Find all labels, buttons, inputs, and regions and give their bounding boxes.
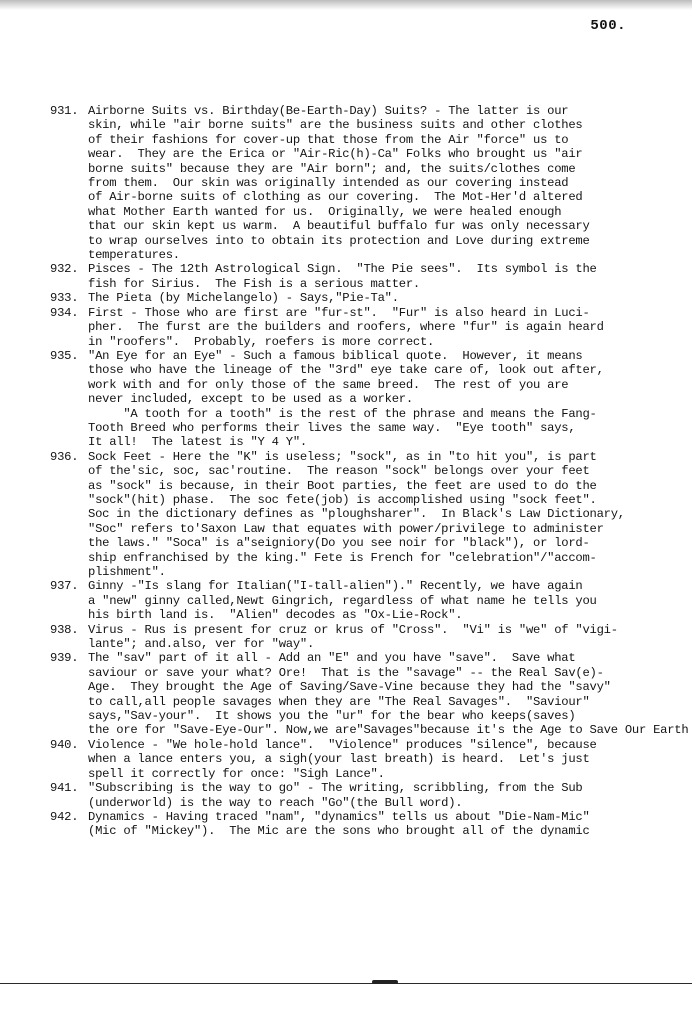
entry-number: 940. [50, 737, 79, 752]
entry-933 [50, 291, 690, 305]
entry-942 [50, 810, 690, 839]
entry-932 [50, 262, 690, 291]
entry-938 [50, 623, 690, 652]
glossary-entries [50, 104, 690, 839]
entry-text: The Pieta (by Michelangelo) - Says,"Pie-Ta". [88, 291, 399, 306]
entry-text: Ginny -"Is slang for Italian("I-tall-alien")." Recently, we have again a "new" ginny called,Newt Gingrich, regardless of what name he tells you his birth land is. "Alien" decodes as "Ox-Lie-Rock". [88, 579, 597, 623]
entry-931 [50, 104, 690, 262]
bottom-rule [0, 983, 692, 984]
entry-text: Virus - Rus is present for cruz or krus of "Cross". "Vi" is "we" of "vigi- lante"; and.also, ver for "way". [88, 622, 618, 652]
entry-text: First - Those who are first are "fur-st". "Fur" is also heard in Luci- pher. The furst are the builders and roofers, where "fur" is again heard in "roofers". Probably, roefers is more correct. [88, 305, 604, 349]
entry-text: Airborne Suits vs. Birthday(Be-Earth-Day) Suits? - The latter is our skin, while "air borne suits" are the business suits and other clothes of their fashions for cover-up that those from the Air "force" us to wear. They are the Erica or "Air-Ric(h)-Ca" Folks who brought us "air borne suits" because they are "Air born"; and, the suits/clothes come from them. Our skin was originally intended as our covering instead of Air-borne suits of clothing as our covering. The Mot-Her'd altered what Mother Earth wanted for us. Originally, we were healed enough that our skin kept us warm. A beautiful buffalo fur was only necessary to wrap ourselves into to obtain its protection and Love during extreme temperatures. [88, 104, 590, 263]
entry-937 [50, 579, 690, 622]
entry-number: 938. [50, 622, 79, 637]
entry-934 [50, 306, 690, 349]
entry-number: 942. [50, 809, 79, 824]
page-number: 500. [590, 18, 626, 34]
entry-941 [50, 781, 690, 810]
entry-text: Dynamics - Having traced "nam", "dynamics" tells us about "Die-Nam-Mic" (Mic of "Mickey"). The Mic are the sons who brought all of the dynamic [88, 809, 590, 839]
entry-text: The "sav" part of it all - Add an "E" and you have "save". Save what saviour or save your what? Ore! That is the "savage" -- the Real Sav(e)- Age. They brought the Age of Saving/Save-Vine because they had the "savy" to call,all people savages when they are "The Real Savages". "Saviour" says,"Sav-your". It shows you the "ur" for the bear who keeps(saves) the ore for "Save-Eye-Our". Now,we are"Savages"because it's the Age to Save Our Earth [88, 651, 689, 738]
entry-935 [50, 349, 690, 450]
entry-number: 941. [50, 781, 79, 796]
scan-top-edge [0, 0, 692, 10]
entry-number: 936. [50, 449, 79, 464]
scan-mark [372, 980, 398, 984]
entry-number: 933. [50, 291, 79, 306]
entry-text: Sock Feet - Here the "K" is useless; "sock", as in "to hit you", is part of the'sic, soc, sac'routine. The reason "sock" belongs over your feet as "sock" is because, in their Boot parties, the feet are used to do the "sock"(hit) phase. The soc fete(job) is accomplished using "sock feet". Soc in the dictionary defines as "ploughsharer". In Black's Law Dictionary, "Soc" refers to'Saxon Law that equates with power/privilege to administer the laws." "Soca" is a"seigniory(Do you see noir for "black"), or lord- ship enfranchised by the king." Fete is French for "celebration"/"accom- plishment". [88, 449, 625, 579]
entry-text: Violence - "We hole-hold lance". "Violence" produces "silence", because when a lance enters you, a sigh(your last breath) is heard. Let's just spell it correctly for once: "Sigh Lance". [88, 737, 597, 781]
entry-939 [50, 651, 690, 737]
entry-number: 937. [50, 579, 79, 594]
entry-940 [50, 738, 690, 781]
entry-936 [50, 450, 690, 580]
entry-text: "An Eye for an Eye" - Such a famous biblical quote. However, it means those who have the lineage of the "3rd" eye take care of, look out after, work with and for only those of the same breed. The rest of you are never included, except to be used as a worker. "A tooth for a tooth" is the rest of the phrase and means the Fang- Tooth Breed who performs their lives the same way. "Eye tooth" says, It all! The latest is "Y 4 Y". [88, 348, 604, 450]
entry-number: 934. [50, 305, 79, 320]
entry-text: Pisces - The 12th Astrological Sign. "The Pie sees". Its symbol is the fish for Sirius. The Fish is a serious matter. [88, 262, 597, 291]
entry-number: 931. [50, 104, 79, 118]
entry-text: "Subscribing is the way to go" - The writing, scribbling, from the Sub (underworld) is the way to reach "Go"(the Bull word). [88, 781, 583, 810]
entry-number: 935. [50, 348, 79, 363]
entry-number: 939. [50, 651, 79, 666]
entry-number: 932. [50, 262, 79, 277]
